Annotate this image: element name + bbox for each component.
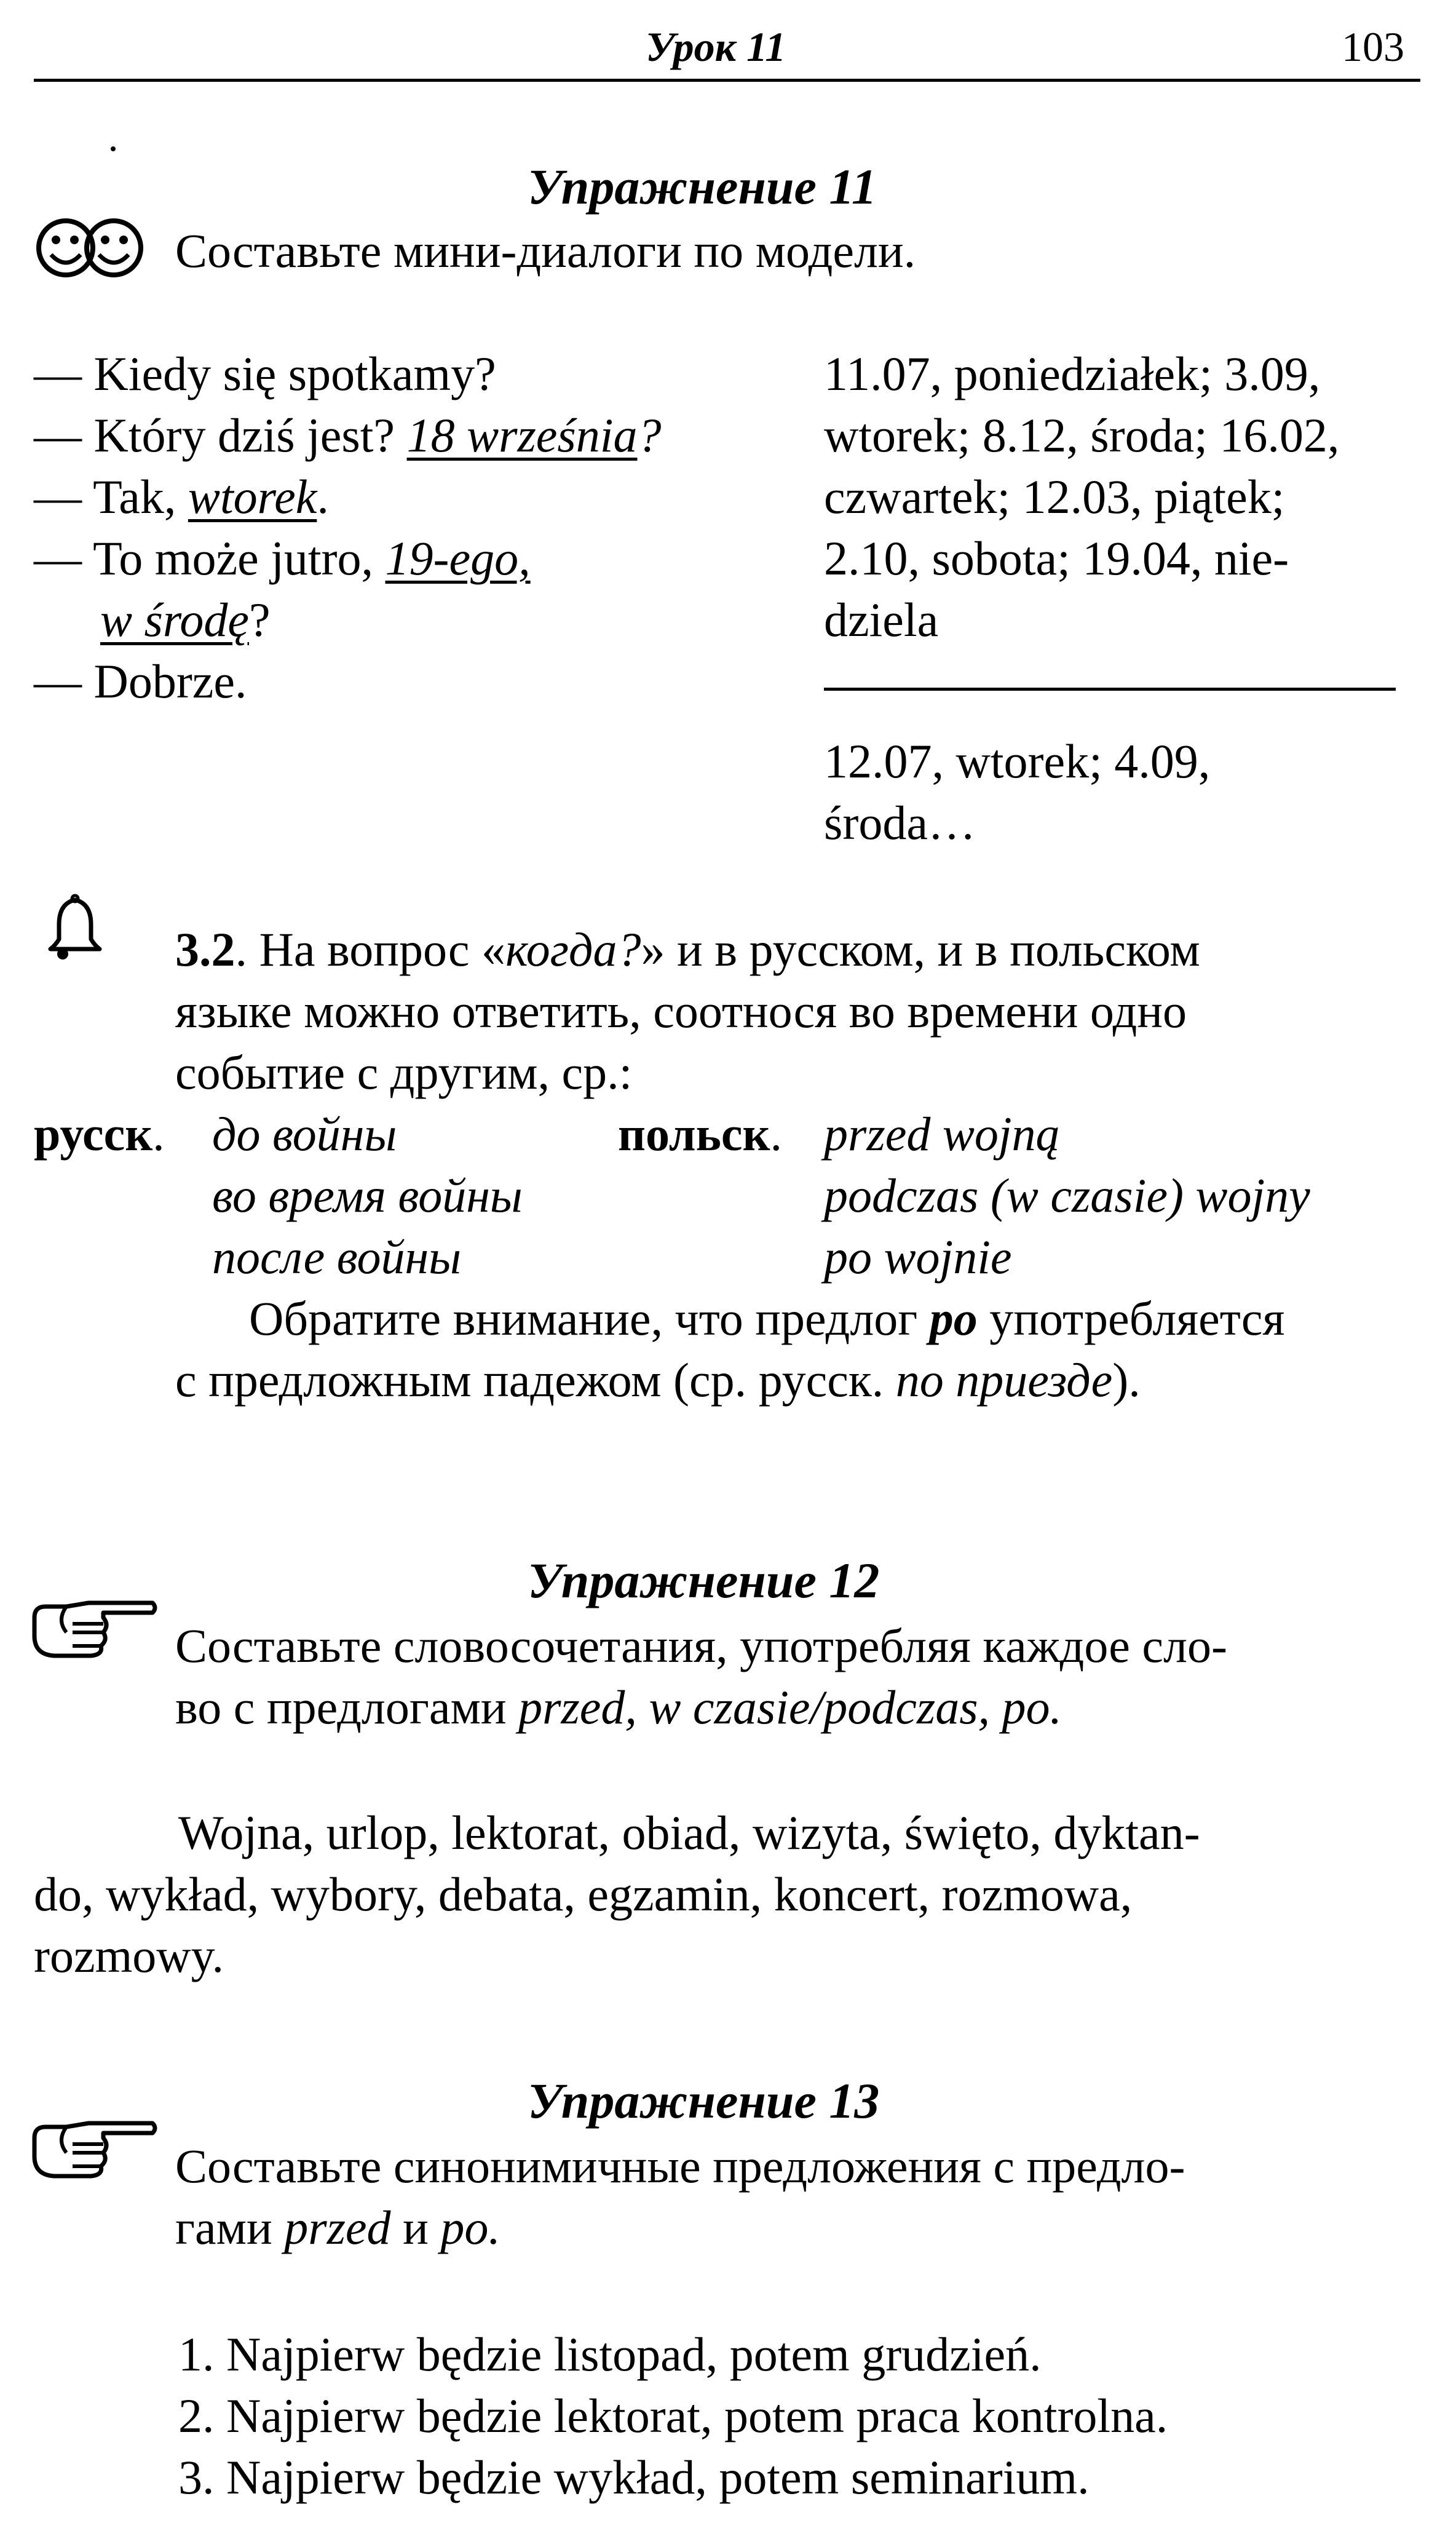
date-line-1: 11.07, poniedziałek; 3.09, xyxy=(824,347,1321,400)
russian-label: русск. xyxy=(34,1107,165,1161)
exercise-12-title: Упражнение 12 xyxy=(528,1552,880,1608)
list-item: 2. Najpierw będzie lektorat, potem praca kontrolna. xyxy=(178,2389,1168,2442)
word-list-line-3: rozmowy. xyxy=(34,1929,224,1982)
note-3-2-line-2: языке можно ответить, соотнося во времени одно xyxy=(175,984,1187,1038)
bell-icon xyxy=(44,895,106,963)
stray-dot xyxy=(111,146,116,151)
dialog-line-5: w środę? xyxy=(100,593,271,646)
note-3-2-line-3: событие с другим, ср.: xyxy=(175,1046,633,1099)
polish-example-2: podczas (w czasie) wojny xyxy=(824,1169,1310,1222)
answer-line-2: środa… xyxy=(824,796,976,849)
note-3-2-remark-1: Обратите внимание, что предлог po употребляется xyxy=(249,1292,1285,1345)
dialog-line-1: — Kiedy się spotkamy? xyxy=(34,347,496,400)
polish-example-3: po wojnie xyxy=(824,1230,1012,1284)
word-list-line-1: Wojna, urlop, lektorat, obiad, wizyta, święto, dyktan- xyxy=(178,1806,1200,1859)
dialog-line-2: — Który dziś jest? 18 września? xyxy=(34,408,662,462)
exercise-13-line-1: Составьте синонимичные предложения с предло- xyxy=(175,2139,1185,2193)
page-number: 103 xyxy=(1342,23,1404,70)
answer-divider xyxy=(824,688,1396,691)
answer-line-1: 12.07, wtorek; 4.09, xyxy=(824,734,1211,788)
polish-label: польск. xyxy=(618,1107,782,1161)
date-line-4: 2.10, sobota; 19.04, nie- xyxy=(824,531,1289,585)
list-item: 3. Najpierw będzie wykład, potem seminarium. xyxy=(178,2450,1090,2504)
russian-example-3: после войны xyxy=(212,1230,462,1284)
exercise-12-line-2: во с предлогами przed, w czasie/podczas, po. xyxy=(175,1680,1062,1734)
dialog-line-6: — Dobrze. xyxy=(34,654,247,708)
russian-example-1: до войны xyxy=(212,1107,397,1161)
dialog-line-4: — To może jutro, 19-ego, xyxy=(34,531,531,585)
note-3-2-line-1: 3.2. На вопрос «когда?» и в русском, и в польском xyxy=(175,923,1200,976)
pointing-hand-icon xyxy=(30,2120,159,2181)
word-list-line-2: do, wykład, wybory, debata, egzamin, koncert, rozmowa, xyxy=(34,1867,1133,1921)
russian-example-2: во время войны xyxy=(212,1169,523,1222)
polish-example-1: przed wojną xyxy=(824,1107,1060,1161)
smiley-pair-icon xyxy=(34,214,148,282)
exercise-13-line-2: гами przed и po. xyxy=(175,2201,501,2254)
date-line-5: dziela xyxy=(824,593,939,646)
exercise-12-line-1: Составьте словосочетания, употребляя каждое сло- xyxy=(175,1619,1227,1672)
list-item: 1. Najpierw będzie listopad, potem grudzień. xyxy=(178,2327,1042,2381)
date-line-2: wtorek; 8.12, środa; 16.02, xyxy=(824,408,1340,462)
header-rule xyxy=(34,79,1420,82)
exercise-13-title: Упражнение 13 xyxy=(528,2073,880,2129)
running-header-lesson: Урок 11 xyxy=(646,23,786,70)
note-3-2-remark-2: с предложным падежом (ср. русск. по приезде). xyxy=(175,1353,1141,1407)
date-line-3: czwartek; 12.03, piątek; xyxy=(824,470,1285,523)
dialog-line-3: — Tak, wtorek. xyxy=(34,470,329,523)
exercise-11-title: Упражнение 11 xyxy=(528,159,877,215)
exercise-11-instruction: Составьте мини-диалоги по модели. xyxy=(175,224,916,277)
pointing-hand-icon xyxy=(30,1599,159,1661)
